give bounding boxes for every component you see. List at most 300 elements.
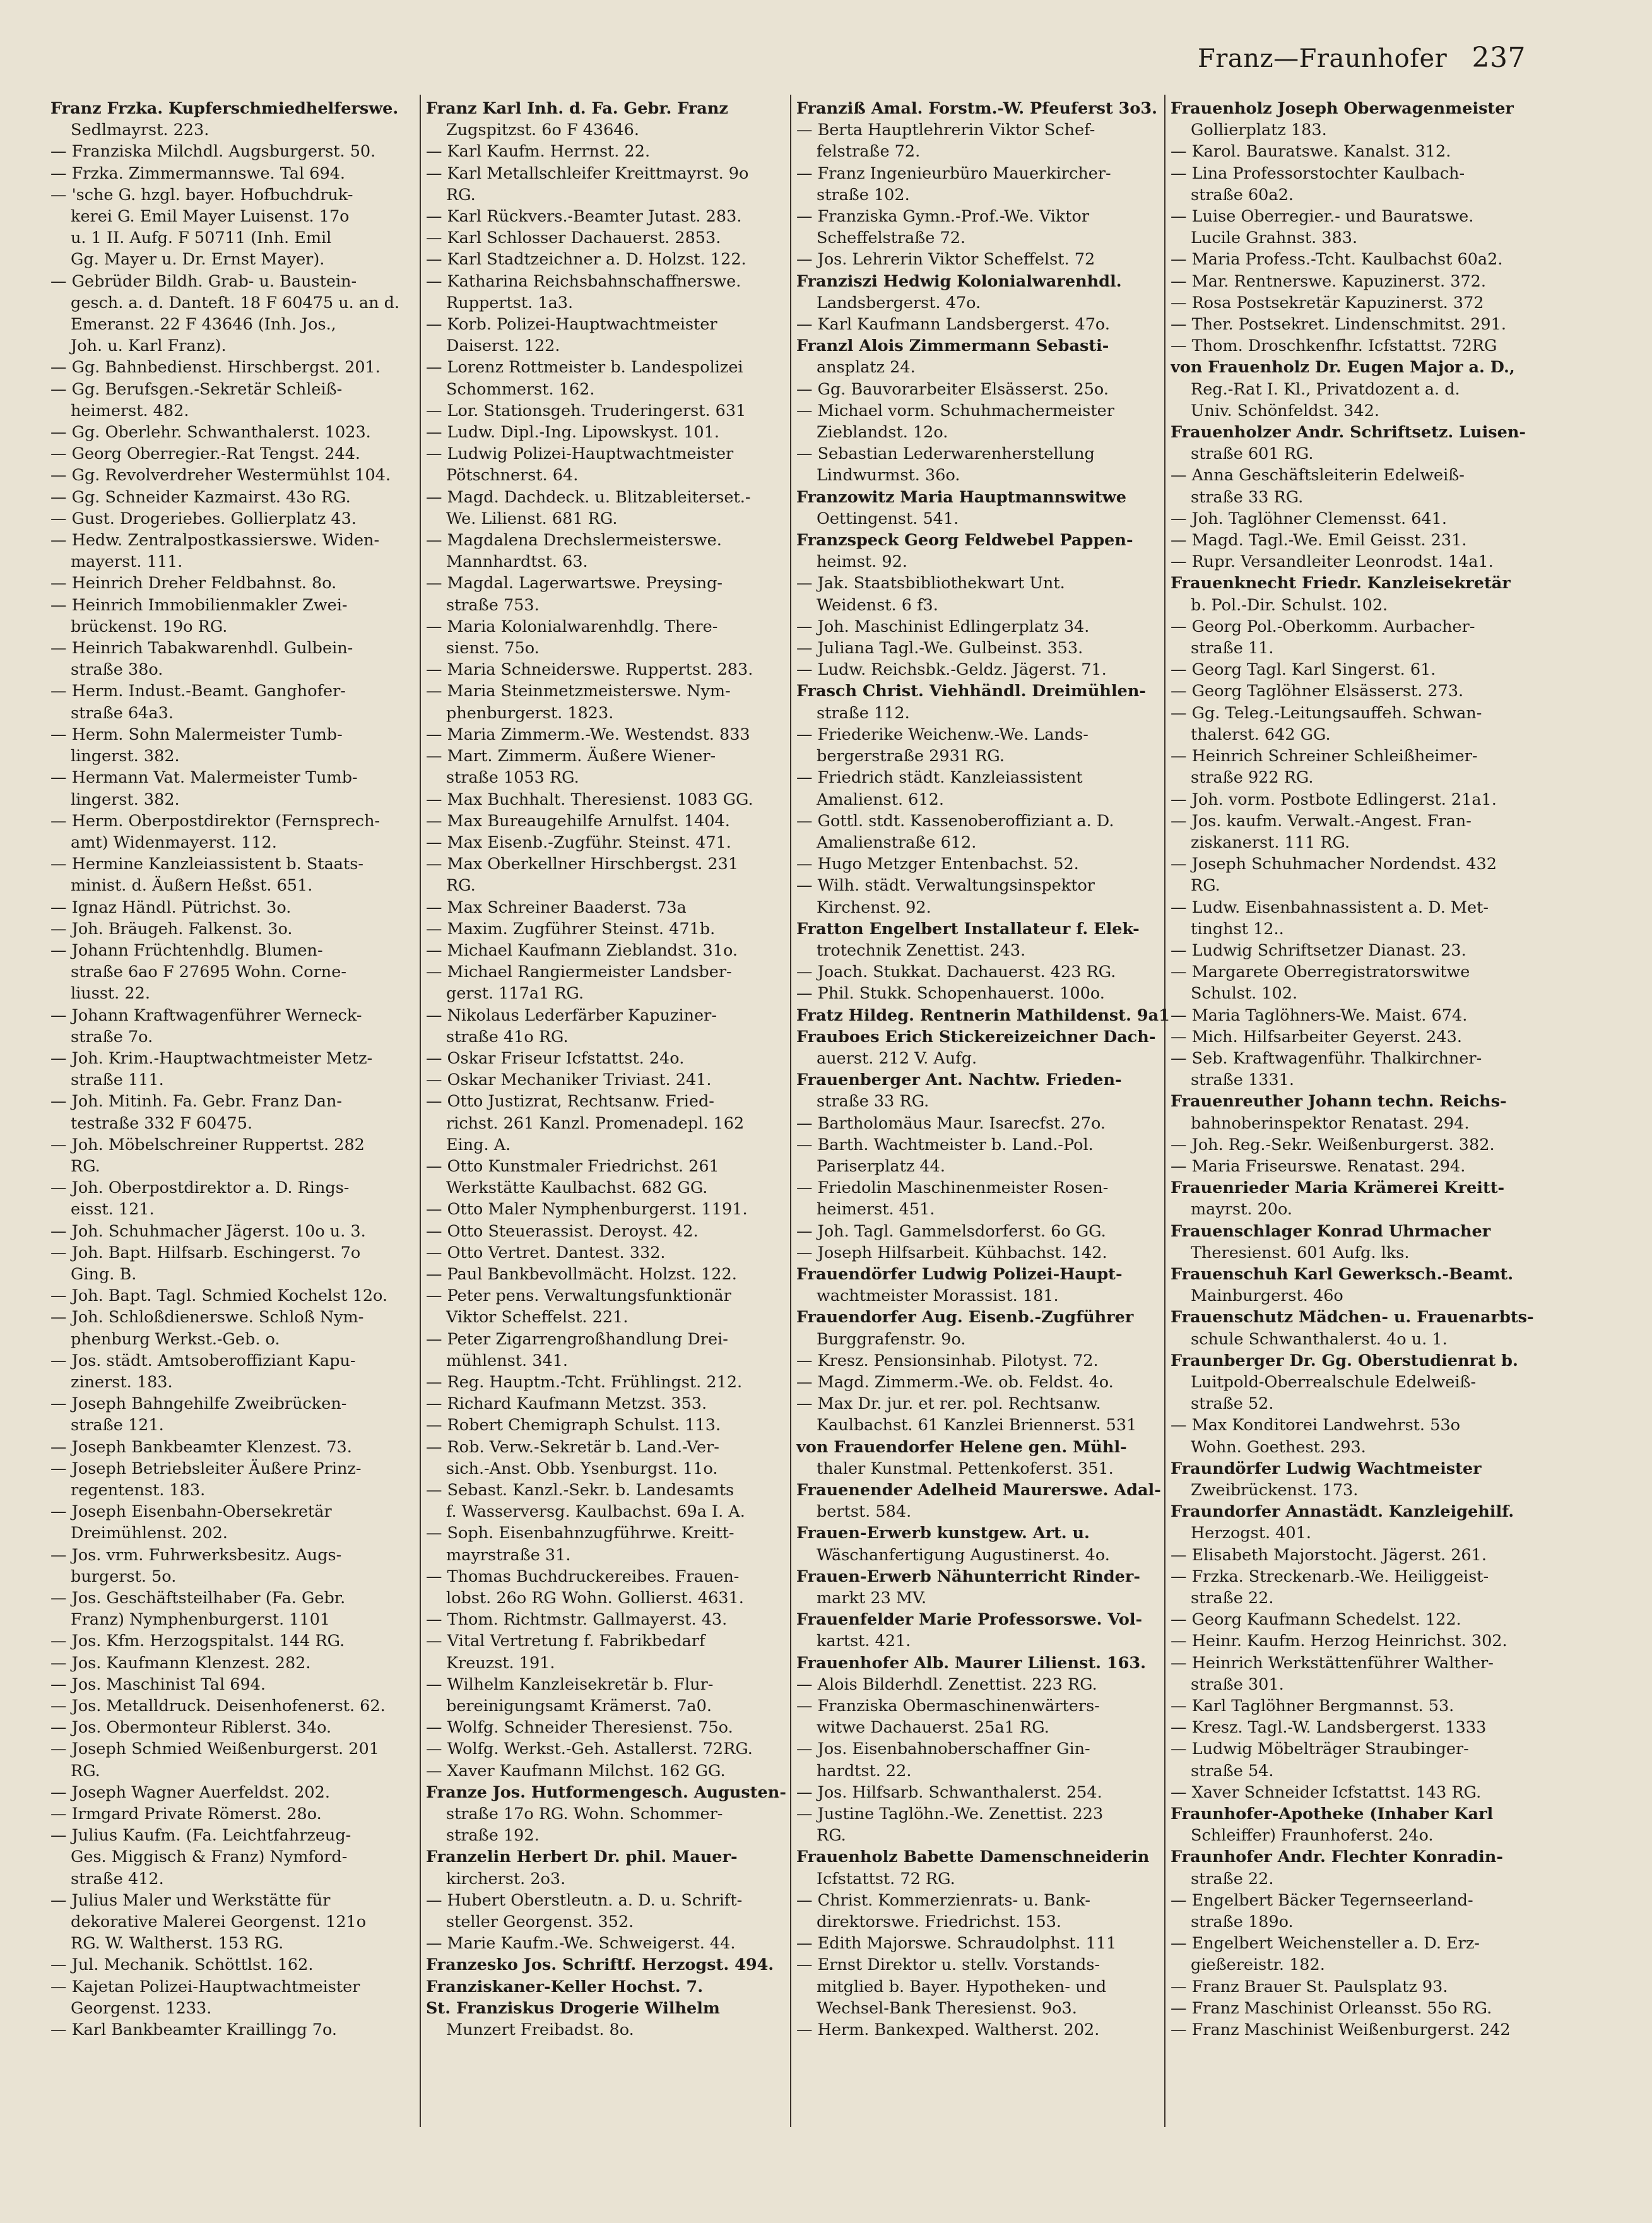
entry-line: — Joh. Mitinh. Fa. Gebr. Franz Dan- (50, 1092, 343, 1112)
entry-line: — Max Eisenb.-Zugführ. Steinst. 471. (426, 833, 731, 852)
entry-line: — Magd. Zimmerm.-We. ob. Feldst. 4o. (796, 1372, 1114, 1392)
entry-heading: Fraundörfer Ludwig Wachtmeister (1171, 1459, 1482, 1478)
entry-line: straße 1053 RG. (446, 768, 579, 788)
entry-line: — Lorenz Rottmeister b. Landespolizei (426, 358, 743, 377)
entry-line: — Joh. Reg.-Sekr. Weißenburgerst. 382. (1171, 1135, 1495, 1154)
entry-line: — Frzka. Zimmermannswe. Tal 694. (50, 163, 346, 183)
entry-heading: Fraunhofer-Apotheke (Inhaber Karl (1171, 1805, 1494, 1824)
entry-line: straße 33 RG. (1191, 487, 1304, 507)
column-1 (50, 98, 429, 2041)
entry-line: Pötschnerst. 64. (446, 466, 579, 485)
entry-line: — Herm. Oberpostdirektor (Fernsprech- (50, 811, 381, 831)
entry-line: phenburgerst. 1823. (446, 703, 614, 723)
entry-line: We. Lilienst. 681 RG. (446, 509, 618, 528)
entry-line: bereinigungsamt Krämerst. 7a0. (446, 1697, 712, 1716)
entry-line: Emeranst. 22 F 43646 (Inh. Jos., (71, 315, 336, 335)
entry-heading: Fraundorfer Annastädt. Kanzleigehilf. (1171, 1502, 1514, 1522)
entry-line: — Richard Kaufmann Metzst. 353. (426, 1394, 707, 1414)
entry-line: — Juliana Tagl.-We. Gulbeinst. 353. (796, 639, 1083, 658)
entry-line: — Gg. Oberlehr. Schwanthalerst. 1023. (50, 423, 371, 442)
entry-line: — Hedw. Zentralpostkassierswe. Widen- (50, 531, 380, 550)
entry-line: — Max Oberkellner Hirschbergst. 231 (426, 855, 739, 874)
entry-line: — Jos. Kaufmann Klenzest. 282. (50, 1653, 311, 1673)
entry-line: — Herm. Indust.-Beamt. Ganghofer- (50, 682, 346, 701)
entry-line: — Wolfg. Werkst.-Geh. Astallerst. 72RG. (426, 1740, 753, 1759)
entry-line: — Maria Taglöhners-We. Maist. 674. (1171, 1005, 1468, 1025)
entry-line: straße 753. (446, 595, 540, 615)
entry-line: — Magd. Tagl.-We. Emil Geisst. 231. (1171, 531, 1467, 550)
entry-heading: Franzesko Jos. Schriftf. Herzogst. 494. (426, 1955, 774, 1975)
entry-line: — Karl Taglöhner Bergmannst. 53. (1171, 1697, 1454, 1716)
entry-line: straße 7o. (71, 1027, 153, 1046)
entry-line: — Joh. Maschinist Edlingerplatz 34. (796, 617, 1090, 636)
entry-line: — Gebrüder Bildh. Grab- u. Baustein- (50, 271, 357, 291)
entry-line: — Jos. Geschäftsteilhaber (Fa. Gebr. (50, 1589, 346, 1608)
entry-line: Mainburgerst. 46o (1191, 1286, 1343, 1306)
entry-heading: Frauenholz Babette Damenschneiderin (796, 1847, 1150, 1867)
entry-line: trotechnik Zenettist. 243. (817, 940, 1026, 960)
entry-line: — Jos. Metalldruck. Deisenhofenerst. 62. (50, 1697, 386, 1716)
entry-line: straße 41o RG. (446, 1027, 569, 1046)
entry-line: — Edith Majorswe. Schraudolphst. 111 (796, 1934, 1117, 1953)
entry-line: — Peter Zigarrengroßhandlung Drei- (426, 1329, 728, 1349)
entry-line: — Georg Kaufmann Schedelst. 122. (1171, 1610, 1461, 1630)
entry-line: mayerst. 111. (71, 552, 183, 572)
entry-line: RG. (446, 876, 476, 896)
entry-line: Schommerst. 162. (446, 379, 595, 399)
entry-line: Zugspitzst. 6o F 43646. (446, 121, 639, 140)
entry-line: — Katharina Reichsbahnschaffnerswe. (426, 271, 741, 291)
entry-line: straße 121. (71, 1416, 164, 1435)
entry-line: — Maria Friseurswe. Renatast. 294. (1171, 1156, 1466, 1176)
entry-line: — Franz Ingenieurbüro Mauerkircher- (796, 163, 1111, 183)
entry-line: — Otto Vertret. Dantest. 332. (426, 1243, 666, 1262)
entry-line: — Hubert Oberstleutn. a. D. u. Schrift- (426, 1890, 743, 1910)
entry-heading: Frauboes Erich Stickereizeichner Dach- (796, 1027, 1156, 1046)
page-number: 237 (1472, 42, 1526, 74)
entry-line: Viktor Scheffelst. 221. (446, 1308, 628, 1327)
running-head-text: Franz—Fraunhofer (1198, 44, 1448, 73)
entry-line: gießereistr. 182. (1191, 1955, 1325, 1975)
entry-line: — Heinrich Werkstättenführer Walther- (1171, 1653, 1494, 1673)
entry-line: lingerst. 382. (71, 747, 180, 766)
entry-line: straße 33 RG. (817, 1092, 929, 1112)
entry-line: — Joseph Betriebsleiter Äußere Prinz- (50, 1459, 362, 1478)
entry-line: — Julius Maler und Werkstätte für (50, 1890, 331, 1910)
running-header (1198, 42, 1526, 74)
entry-heading: Frauenschlager Konrad Uhrmacher (1171, 1221, 1491, 1241)
entry-line: — Sebast. Kanzl.-Sekr. b. Landesamts (426, 1481, 735, 1500)
entry-line: — Joh. Bapt. Tagl. Schmied Kochelst 12o. (50, 1286, 388, 1306)
entry-heading: Frauenfelder Marie Professorswe. Vol- (796, 1610, 1143, 1630)
entry-line: straße 64a3. (71, 703, 174, 723)
entry-line: — Herm. Bankexped. Waltherst. 202. (796, 2020, 1100, 2040)
entry-line: — Peter pens. Verwaltungsfunktionär (426, 1286, 731, 1306)
entry-line: — Marie Kaufm.-We. Schweigerst. 44. (426, 1934, 736, 1953)
entry-line: straße 1331. (1191, 1070, 1294, 1090)
entry-line: — Rob. Verw.-Sekretär b. Land.-Ver- (426, 1437, 719, 1457)
entry-line: hardtst. 22. (817, 1761, 912, 1781)
entry-line: — Karl Rückvers.-Beamter Jutast. 283. (426, 207, 742, 227)
entry-line: bertst. 584. (817, 1502, 912, 1522)
entry-line: — Johann Kraftwagenführer Werneck- (50, 1005, 362, 1025)
entry-line: — Ludwig Möbelträger Straubinger- (1171, 1740, 1469, 1759)
entry-line: — Jos. vrm. Fuhrwerksbesitz. Augs- (50, 1545, 342, 1565)
entry-heading: Frauenreuther Johann techn. Reichs- (1171, 1092, 1507, 1112)
entry-heading: Franz Frzka. Kupferschmiedhelferswe. (50, 99, 399, 118)
entry-line: b. Pol.-Dir. Schulst. 102. (1191, 595, 1388, 615)
entry-line: — Oskar Friseur Icfstattst. 24o. (426, 1048, 685, 1068)
entry-line: — Wilhelm Kanzleisekretär b. Flur- (426, 1675, 714, 1694)
entry-heading: Franzelin Herbert Dr. phil. Mauer- (426, 1847, 738, 1867)
entry-line: — Ludw. Dipl.-Ing. Lipowskyst. 101. (426, 423, 719, 442)
entry-line: — Jos. kaufm. Verwalt.-Angest. Fran- (1171, 811, 1472, 831)
entry-line: ziskanerst. 111 RG. (1191, 833, 1350, 852)
entry-heading: Frauenschutz Mädchen- u. Frauenarbts- (1171, 1308, 1534, 1327)
entry-line: — Thom. Richtmstr. Gallmayerst. 43. (426, 1610, 728, 1630)
entry-heading: Frauen-Erwerb Nähunterricht Rinder- (796, 1567, 1140, 1586)
entry-line: ansplatz 24. (817, 358, 916, 377)
entry-line: heimerst. 451. (817, 1200, 935, 1219)
entry-line: — Luise Oberregier.- und Bauratswe. (1171, 207, 1474, 227)
entry-line: — Joseph Schmied Weißenburgerst. 201 (50, 1740, 379, 1759)
entry-line: mayrst. 20o. (1191, 1200, 1292, 1219)
entry-line: brückenst. 19o RG. (71, 617, 228, 636)
entry-line: bergerstraße 2931 RG. (817, 747, 1005, 766)
entry-line: — Max Buchhalt. Theresienst. 1083 GG. (426, 790, 753, 809)
entry-line: — Gg. Teleg.-Leitungsauffeh. Schwan- (1171, 703, 1482, 723)
entry-line: — Karl Kaufmann Landsbergerst. 47o. (796, 315, 1110, 335)
entry-line: heimst. 92. (817, 552, 907, 572)
entry-heading: Frauendorfer Aug. Eisenb.-Zugführer (796, 1308, 1134, 1327)
entry-line: — Joh. Taglöhner Clemensst. 641. (1171, 509, 1447, 528)
entry-line: — Mar. Rentnerswe. Kapuzinerst. 372. (1171, 271, 1487, 291)
entry-line: — Mich. Hilfsarbeiter Geyerst. 243. (1171, 1027, 1462, 1046)
entry-line: Herzogst. 401. (1191, 1524, 1311, 1543)
entry-line: — Karl Kaufm. Herrnst. 22. (426, 142, 651, 162)
entry-line: — Frzka. Streckenarb.-We. Heiliggeist- (1171, 1567, 1489, 1586)
entry-line: — Karl Schlosser Dachauerst. 2853. (426, 228, 721, 248)
entry-line: RG. W. Waltherst. 153 RG. (71, 1934, 284, 1953)
entry-line: Kreuzst. 191. (446, 1653, 555, 1673)
entry-line: — Georg Tagl. Karl Singerst. 61. (1171, 660, 1436, 680)
entry-line: burgerst. 5o. (71, 1567, 177, 1586)
entry-line: richst. 261 Kanzl. Promenadepl. 162 (446, 1113, 745, 1133)
entry-line: Scheffelstraße 72. (817, 228, 966, 248)
entry-line: — Ludw. Eisenbahnassistent a. D. Met- (1171, 898, 1489, 917)
entry-line: straße 11. (1191, 639, 1274, 658)
entry-heading: Frauenschuh Karl Gewerksch.-Beamt. (1171, 1264, 1514, 1284)
entry-line: straße 922 RG. (1191, 768, 1314, 788)
entry-line: — Heinr. Kaufm. Herzog Heinrichst. 302. (1171, 1632, 1507, 1651)
entry-line: — Jul. Mechanik. Schöttlst. 162. (50, 1955, 314, 1975)
entry-line: — Ludw. Reichsbk.-Geldz. Jägerst. 71. (796, 660, 1107, 680)
entry-line: lingerst. 382. (71, 790, 180, 809)
entry-line: Mannhardtst. 63. (446, 552, 588, 572)
entry-line: — Otto Justizrat, Rechtsanw. Fried- (426, 1092, 714, 1112)
entry-line: — Magdal. Lagerwartswe. Preysing- (426, 574, 723, 593)
entry-line: — Soph. Eisenbahnzugführwe. Kreitt- (426, 1524, 735, 1543)
entry-line: — Thomas Buchdruckereibes. Frauen- (426, 1567, 740, 1586)
entry-line: wachtmeister Morassist. 181. (817, 1286, 1059, 1306)
entry-line: — Christ. Kommerzienrats- u. Bank- (796, 1890, 1090, 1910)
entry-line: f. Wasserversg. Kaulbachst. 69a I. A. (446, 1502, 745, 1522)
entry-line: — Ignaz Händl. Pütrichst. 3o. (50, 898, 292, 917)
entry-heading: Frauenrieder Maria Krämerei Kreitt- (1171, 1178, 1505, 1198)
entry-line: Burggrafenstr. 9o. (817, 1329, 966, 1349)
entry-line: Landsbergerst. 47o. (817, 293, 981, 312)
entry-line: — Julius Kaufm. (Fa. Leichtfahrzeug- (50, 1826, 351, 1846)
entry-line: felstraße 72. (817, 142, 921, 162)
entry-line: amt) Widenmayerst. 112. (71, 833, 277, 852)
entry-line: bahnoberinspektor Renatast. 294. (1191, 1113, 1470, 1133)
entry-line: Theresienst. 601 Aufg. lks. (1191, 1243, 1410, 1262)
entry-line: — Wilh. städt. Verwaltungsinspektor (796, 876, 1095, 896)
entry-line: — Thom. Droschkenfhr. Icfstattst. 72RG (1171, 336, 1497, 356)
entry-line: — Maxim. Zugführer Steinst. 471b. (426, 919, 716, 939)
entry-line: Zweibrückenst. 173. (1191, 1481, 1359, 1500)
entry-line: — Otto Steuerassist. Deroyst. 42. (426, 1221, 699, 1241)
entry-line: straße 412. (71, 1869, 164, 1888)
entry-line: — Joach. Stukkat. Dachauerst. 423 RG. (796, 963, 1116, 982)
entry-line: — Justine Taglöhn.-We. Zenettist. 223 (796, 1805, 1104, 1824)
entry-heading: Frauenholz Joseph Oberwagenmeister (1171, 99, 1514, 118)
entry-line: straße 17o RG. Wohn. Schommer- (446, 1805, 723, 1824)
entry-line: — Heinrich Immobilienmakler Zwei- (50, 595, 348, 615)
entry-line: — Oskar Mechaniker Triviast. 241. (426, 1070, 712, 1090)
entry-heading: Fratton Engelbert Installateur f. Elek- (796, 919, 1140, 939)
entry-line: — Jos. Maschinist Tal 694. (50, 1675, 266, 1694)
entry-line: Luitpold-Oberrealschule Edelweiß- (1191, 1372, 1477, 1392)
entry-line: — Joseph Bankbeamter Klenzest. 73. (50, 1437, 352, 1457)
entry-line: — Paul Bankbevollmächt. Holzst. 122. (426, 1264, 737, 1284)
entry-line: zinerst. 183. (71, 1372, 173, 1392)
entry-line: schule Schwanthalerst. 4o u. 1. (1191, 1329, 1448, 1349)
entry-line: Oettingenst. 541. (817, 509, 959, 528)
entry-line: — Heinrich Tabakwarenhdl. Gulbein- (50, 639, 353, 658)
entry-line: — Xaver Kaufmann Milchst. 162 GG. (426, 1761, 726, 1781)
column-2 (426, 98, 805, 2041)
entry-line: — Kresz. Pensionsinhab. Pilotyst. 72. (796, 1351, 1099, 1370)
entry-heading: Frauenhofer Alb. Maurer Lilienst. 163. (796, 1653, 1147, 1673)
entry-line: — Ernst Direktor u. stellv. Vorstands- (796, 1955, 1100, 1975)
entry-line: Georgenst. 1233. (71, 1998, 212, 2018)
entry-line: straße 38o. (71, 660, 163, 680)
entry-line: — Max Schreiner Baaderst. 73a (426, 898, 687, 917)
entry-line: mitglied b. Bayer. Hypotheken- und (817, 1977, 1107, 1996)
entry-line: — Gg. Bauvorarbeiter Elsässerst. 25o. (796, 379, 1109, 399)
entry-heading: Franzowitz Maria Hauptmannswitwe (796, 487, 1126, 507)
entry-line: — Engelbert Weichensteller a. D. Erz- (1171, 1934, 1480, 1953)
entry-heading: Franze Jos. Hutformengesch. Augusten- (426, 1782, 786, 1802)
entry-line: — Joh. Krim.-Hauptwachtmeister Metz- (50, 1048, 373, 1068)
entry-heading: Frasch Christ. Viehhändl. Dreimühlen- (796, 682, 1146, 701)
entry-line: u. 1 II. Aufg. F 50711 (Inh. Emil (71, 228, 332, 248)
entry-line: Wäschanfertigung Augustinerst. 4o. (817, 1545, 1110, 1565)
entry-line: — Gg. Schneider Kazmairst. 43o RG. (50, 487, 351, 507)
entry-line: — Jos. städt. Amtsoberoffiziant Kapu- (50, 1351, 356, 1370)
entry-line: — Max Konditorei Landwehrst. 53o (1171, 1416, 1460, 1435)
entry-line: — Karl Stadtzeichner a. D. Holzst. 122. (426, 250, 746, 270)
entry-line: straße 22. (1191, 1589, 1274, 1608)
entry-line: Sedlmayrst. 223. (71, 121, 209, 140)
entry-heading: Franziszi Hedwig Kolonialwarenhdl. (796, 271, 1122, 291)
entry-line: — Joh. vorm. Postbote Edlingerst. 21a1. (1171, 790, 1497, 809)
entry-line: — Georg Pol.-Oberkomm. Aurbacher- (1171, 617, 1475, 636)
entry-line: — Magd. Dachdeck. u. Blitzableiterset.- (426, 487, 751, 507)
entry-line: — Gottl. stdt. Kassenoberoffiziant a. D. (796, 811, 1114, 831)
entry-line: Gg. Mayer u. Dr. Ernst Mayer). (71, 250, 325, 270)
entry-line: Weidenst. 6 f3. (817, 595, 938, 615)
entry-line: — Anna Geschäftsleiterin Edelweiß- (1171, 466, 1465, 485)
entry-line: RG. (71, 1761, 100, 1781)
entry-line: straße 192. (446, 1826, 540, 1846)
entry-line: straße 112. (817, 703, 910, 723)
entry-line: liusst. 22. (71, 984, 150, 1004)
entry-line: straße 189o. (1191, 1912, 1294, 1932)
entry-line: — Rosa Postsekretär Kapuzinerst. 372 (1171, 293, 1484, 312)
entry-line: — Otto Maler Nymphenburgerst. 1191. (426, 1200, 748, 1219)
entry-line: — Kajetan Polizei-Hauptwachtmeister (50, 1977, 360, 1996)
entry-line: — Gg. Bahnbedienst. Hirschbergst. 201. (50, 358, 381, 377)
entry-line: — Karl Bankbeamter Kraillingg 7o. (50, 2020, 338, 2040)
entry-line: — Margarete Oberregistratorswitwe (1171, 963, 1470, 982)
entry-line: Daiserst. 122. (446, 336, 560, 356)
entry-line: Dreimühlenst. 202. (71, 1524, 228, 1543)
entry-line: phenburg Werkst.-Geb. o. (71, 1329, 280, 1349)
entry-line: — Jos. Kfm. Herzogspitalst. 144 RG. (50, 1632, 345, 1651)
entry-line: Univ. Schönfeldst. 342. (1191, 401, 1379, 420)
entry-line: Pariserplatz 44. (817, 1156, 945, 1176)
entry-line: — Hermann Vat. Malermeister Tumb- (50, 768, 358, 788)
entry-line: — Korb. Polizei-Hauptwachtmeister (426, 315, 717, 335)
column-3 (796, 98, 1175, 2041)
entry-line: — Franziska Milchdl. Augsburgerst. 50. (50, 142, 376, 162)
entry-heading: von Frauenholz Dr. Eugen Major a. D., (1171, 358, 1515, 377)
entry-line: — Jos. Eisenbahnoberschaffner Gin- (796, 1740, 1090, 1759)
entry-line: Zieblandst. 12o. (817, 423, 948, 442)
entry-line: Reg.-Rat I. Kl., Privatdozent a. d. (1191, 379, 1460, 399)
entry-line: — Joh. Schloßdienerswe. Schloß Nym- (50, 1308, 364, 1327)
entry-line: — Georg Oberregier.-Rat Tengst. 244. (50, 444, 361, 464)
entry-line: — Ther. Postsekret. Lindenschmitst. 291. (1171, 315, 1506, 335)
entry-line: — Maria Schneiderswe. Ruppertst. 283. (426, 660, 753, 680)
entry-line: straße 102. (817, 185, 910, 205)
entry-line: straße 601 RG. (1191, 444, 1314, 464)
entry-line: — Berta Hauptlehrerin Viktor Schef- (796, 121, 1095, 140)
entry-line: — Joh. Oberpostdirektor a. D. Rings- (50, 1178, 350, 1198)
entry-line: — Johann Früchtenhdlg. Blumen- (50, 940, 323, 960)
entry-line: Gollierplatz 183. (1191, 121, 1327, 140)
entry-line: — Franz Maschinist Weißenburgerst. 242 (1171, 2020, 1511, 2040)
entry-line: kerei G. Emil Mayer Luisenst. 17o (71, 207, 350, 227)
entry-line: gerst. 117a1 RG. (446, 984, 584, 1004)
entry-line: — Jos. Hilfsarb. Schwanthalerst. 254. (796, 1782, 1102, 1802)
entry-heading: Franziskaner-Keller Hochst. 7. (426, 1977, 704, 1996)
entry-line: straße 22. (1191, 1869, 1274, 1888)
entry-line: — Michael vorm. Schuhmachermeister (796, 401, 1114, 420)
entry-line: Werkstätte Kaulbachst. 682 GG. (446, 1178, 708, 1198)
entry-heading: Franzl Alois Zimmermann Sebasti- (796, 336, 1109, 356)
entry-line: — Michael Rangiermeister Landsber- (426, 963, 732, 982)
entry-line: Wechsel-Bank Theresienst. 9o3. (817, 1998, 1077, 2018)
entry-line: thaler Kunstmal. Pettenkoferst. 351. (817, 1459, 1114, 1478)
entry-line: — Michael Kaufmann Zieblandst. 31o. (426, 940, 738, 960)
entry-line: Schleiffer) Fraunhoferst. 24o. (1191, 1826, 1434, 1846)
entry-line: — Jos. Lehrerin Viktor Scheffelst. 72 (796, 250, 1095, 270)
entry-line: — Irmgard Private Römerst. 28o. (50, 1805, 322, 1824)
entry-heading: Frauenberger Ant. Nachtw. Frieden- (796, 1070, 1122, 1090)
entry-line: Ges. Miggisch & Franz) Nymford- (71, 1847, 348, 1867)
entry-line: auerst. 212 V. Aufg. (817, 1048, 977, 1068)
entry-line: Wohn. Goethest. 293. (1191, 1437, 1366, 1457)
entry-line: — Jak. Staatsbibliothekwart Unt. (796, 574, 1065, 593)
entry-line: Kaulbachst. 61 Kanzlei Briennerst. 531 (817, 1416, 1137, 1435)
entry-line: — Karol. Bauratswe. Kanalst. 312. (1171, 142, 1451, 162)
entry-line: — Bartholomäus Maur. Isarecfst. 27o. (796, 1113, 1106, 1133)
entry-line: — Vital Vertretung f. Fabrikbedarf (426, 1632, 705, 1651)
entry-line: — Phil. Stukk. Schopenhauerst. 100o. (796, 984, 1105, 1004)
entry-line: kartst. 421. (817, 1632, 911, 1651)
entry-line: — Franz Maschinist Orleansst. 55o RG. (1171, 1998, 1492, 2018)
entry-line: eisst. 121. (71, 1200, 155, 1219)
entry-line: — Joh. Bräugeh. Falkenst. 3o. (50, 919, 293, 939)
entry-line: — Maria Kolonialwarenhdlg. There- (426, 617, 718, 636)
entry-line: — Georg Taglöhner Elsässerst. 273. (1171, 682, 1464, 701)
entry-line: — Friedrich städt. Kanzleiassistent (796, 768, 1083, 788)
entry-line: — Hermine Kanzleiassistent b. Staats- (50, 855, 363, 874)
entry-line: RG. (446, 185, 476, 205)
entry-line: straße 111. (71, 1070, 164, 1090)
entry-line: Munzert Freibadst. 8o. (446, 2020, 634, 2040)
entry-line: — Herm. Sohn Malermeister Tumb- (50, 725, 343, 744)
entry-line: — Seb. Kraftwagenführ. Thalkirchner- (1171, 1048, 1482, 1068)
entry-heading: Frauen-Erwerb kunstgew. Art. u. (796, 1524, 1090, 1543)
entry-line: — Gg. Berufsgen.-Sekretär Schleiß- (50, 379, 343, 399)
entry-line: — Friederike Weichenw.-We. Lands- (796, 725, 1089, 744)
entry-line: — Otto Kunstmaler Friedrichst. 261 (426, 1156, 719, 1176)
entry-line: gesch. a. d. Danteft. 18 F 60475 u. an d. (71, 293, 400, 312)
entry-line: straße 6ao F 27695 Wohn. Corne- (71, 963, 346, 982)
entry-line: — Ludwig Polizei-Hauptwachtmeister (426, 444, 734, 464)
entry-line: Lucile Grahnst. 383. (1191, 228, 1358, 248)
entry-line: Joh. u. Karl Franz). (71, 336, 227, 356)
entry-line: — Gg. Revolverdreher Westermühlst 104. (50, 466, 391, 485)
entry-line: tinghst 12.. (1191, 919, 1284, 939)
entry-line: dekorative Malerei Georgenst. 121o (71, 1912, 367, 1932)
entry-line: — Hugo Metzger Entenbachst. 52. (796, 855, 1079, 874)
entry-line: — Magdalena Drechslermeisterswe. (426, 531, 722, 550)
entry-line: thalerst. 642 GG. (1191, 725, 1331, 744)
entry-line: straße 52. (1191, 1394, 1274, 1414)
entry-line: — Nikolaus Lederfärber Kapuziner- (426, 1005, 717, 1025)
entry-heading: Fraunhofer Andr. Flechter Konradin- (1171, 1847, 1503, 1867)
entry-line: — Heinrich Schreiner Schleißheimer- (1171, 747, 1478, 766)
entry-line: Icfstattst. 72 RG. (817, 1869, 955, 1888)
entry-line: — Franz Brauer St. Paulsplatz 93. (1171, 1977, 1448, 1996)
entry-line: witwe Dachauerst. 25a1 RG. (817, 1718, 1049, 1738)
entry-line: — Kresz. Tagl.-W. Landsbergerst. 1333 (1171, 1718, 1487, 1738)
entry-line: mayrstraße 31. (446, 1545, 571, 1565)
entry-line: sienst. 75o. (446, 639, 540, 658)
entry-heading: Franz Karl Inh. d. Fa. Gebr. Franz (426, 99, 728, 118)
entry-line: — Mart. Zimmerm. Äußere Wiener- (426, 747, 716, 766)
entry-heading: Fraunberger Dr. Gg. Oberstudienrat b. (1171, 1351, 1518, 1370)
entry-line: — Joseph Bahngehilfe Zweibrücken- (50, 1394, 347, 1414)
entry-line: — Joseph Hilfsarbeit. Kühbachst. 142. (796, 1243, 1107, 1262)
entry-line: Lindwurmst. 36o. (817, 466, 960, 485)
entry-line: minist. d. Äußern Heßst. 651. (71, 876, 313, 896)
